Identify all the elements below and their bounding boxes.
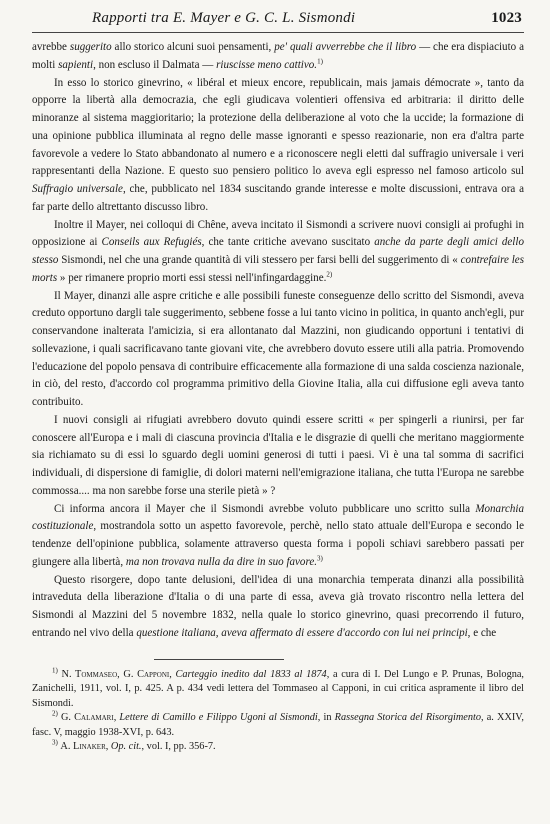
running-header [32,6,524,33]
paragraph-6: Ci informa ancora il Mayer che il Sismondi avrebbe voluto pubblicare uno scritto sulla Monarchia costituzionale, mostrandola sotto un aspetto favorevole, perchè, nello stato attuale dell'Europa e secondo le tendenze dell'opinione pubblica, solamente attraverso questa forma i popoli schiavi sarebbero passati per giungere alla libertà, ma non trovava nulla da dire in suo favore.$^{3)}$ [32,502,524,568]
page-number: 1023 [491,10,522,26]
footnote-ref-2: 2) [326,270,333,279]
footnote-2: $^{2)}$ G. Calamari, Lettere di Camillo e Filippo Ugoni al Sismondi, in Rassegna Storica del Risorgimento, a. XXIV, fasc. V, maggio 1938-XVI, p. 643. [32,709,524,738]
footnote-1: $^{1)}$ N. Tommaseo, G. Capponi, Carteggio inedito dal 1833 al 1874, a cura di I. Del Lungo e P. Prunas, Bologna, Zanichelli, 1911, vol. I, p. 425. A p. 434 vedi lettera del Tommaseo al Capponi, in cui critica aspramente il libro del Sismondi. [32,666,525,709]
paragraph-2: In esso lo storico ginevrino, « libéral et mieux encore, republicain, mais jamais démocrate », tanto da opporre la libertà alla democrazia, che egli giudicava volentieri offensiva ed arbitraria: il diritto delle minoranze al sistema maggioritario; la protezione della deliberazione al voto che la uccide; la formazione di una opinione pubblica illuminata al regno delle masse ignoranti e spesso reazionarie, non era d'altra parte favorevole a vedere lo Stato abbandonato al numero e a riconoscere negli eletti dal suffragio universale i veri rappresentanti della Nazione. E questo suo pensiero politico lo aveva egli espresso nel famoso articolo sul Suffragio universale, che, pubblicato nel 1834 suscitando grande interesse e molte discussioni, entrava ora a far parte dello altrettanto discusso libro. [32,76,524,213]
paragraph-4: Il Mayer, dinanzi alle aspre critiche e alle possibili funeste conseguenze dello scritto del Sismondi, aveva creduto opportuno dargli tale suggerimento, sebbene fosse a lui tanto vicino in politica, in quanto anch'egli, pur conservandone inalterata l'amicizia, si era allontanato dal Mazzini, non giudicando opportuni i tentativi di sollevazione, i quali sacrificavano tante giovani vite, che avrebbero dovuto essere utili alla patria. Promovendo l'educazione del popolo pensava di contribuire efficacemente alla formazione di una salda coscienza nazionale, in ciò, del resto, d'accordo col programma primitivo della Giovine Italia, alla cui diffusione egli aveva tanto contribuito. [32,289,524,408]
paragraph-7: Questo risorgere, dopo tante delusioni, dell'idea di una monarchia temperata dinanzi alla possibilità intraveduta della liberazione d'Italia o di una parte di essa, aveva già trovato riscontro nella lettera del Sismondi al Mazzini del 5 novembre 1832, nella quale lo storico ginevrino, quasi precorrendo il futuro, entrando nel vivo della questione italiana, aveva affermato di essere d'accordo con lui nei principi, e che [32,573,524,639]
running-title: Rapporti tra E. Mayer e G. C. L. Sismondi [92,10,356,26]
footnote-ref-1: 1) [317,57,323,66]
paragraph-1: avrebbe suggerito allo storico alcuni suoi pensamenti, pe' quali avverrebbe che il libro — che era dispiaciuto a molti sapienti, non escluso il Dalmata — riuscisse meno cattivo.$^{1)}$ [32,41,524,71]
footnote-separator [154,659,284,660]
paragraph-5: I nuovi consigli ai rifugiati avrebbero dovuto quindi essere scritti « per spingerli a riunirsi, per far conoscere all'Europa e i mali di ciascuna provincia d'Italia e le disgrazie di quelli che meritano maggiormente sia richiamato su di essi lo sguardo degli uomini generosi di tutti i paesi. Vi è una tal somma di sacrifici individuali, di dispersione di famiglie, di dolori materni nell'emigrazione italiana, che tutta l'Europa ne sarebbe commossa.... ma non sarebbe forse una sterile pietà » ? [32,413,524,497]
footnote-ref-3: 3) [317,554,323,563]
body-text [32,39,524,643]
paragraph-3: Inoltre il Mayer, nei colloqui di Chêne, aveva incitato il Sismondi a scrivere nuovi consigli ai profughi in opposizione ai Conseils aux Refugiés, che tante critiche avevano suscitato anche da parte degli amici dello stesso Sismondi, nel che una grande quantità di vili stessero per farsi belli del suggerimento di « contrefaire les morts » per rimanere proprio morti essi stessi nell'infingardaggine.$^{2)}$ [32,218,524,284]
footnotes [32,668,524,755]
footnote-3: $^{3)}$ A. Linaker, Op. cit., vol. I, pp. 356-7. [52,738,216,752]
